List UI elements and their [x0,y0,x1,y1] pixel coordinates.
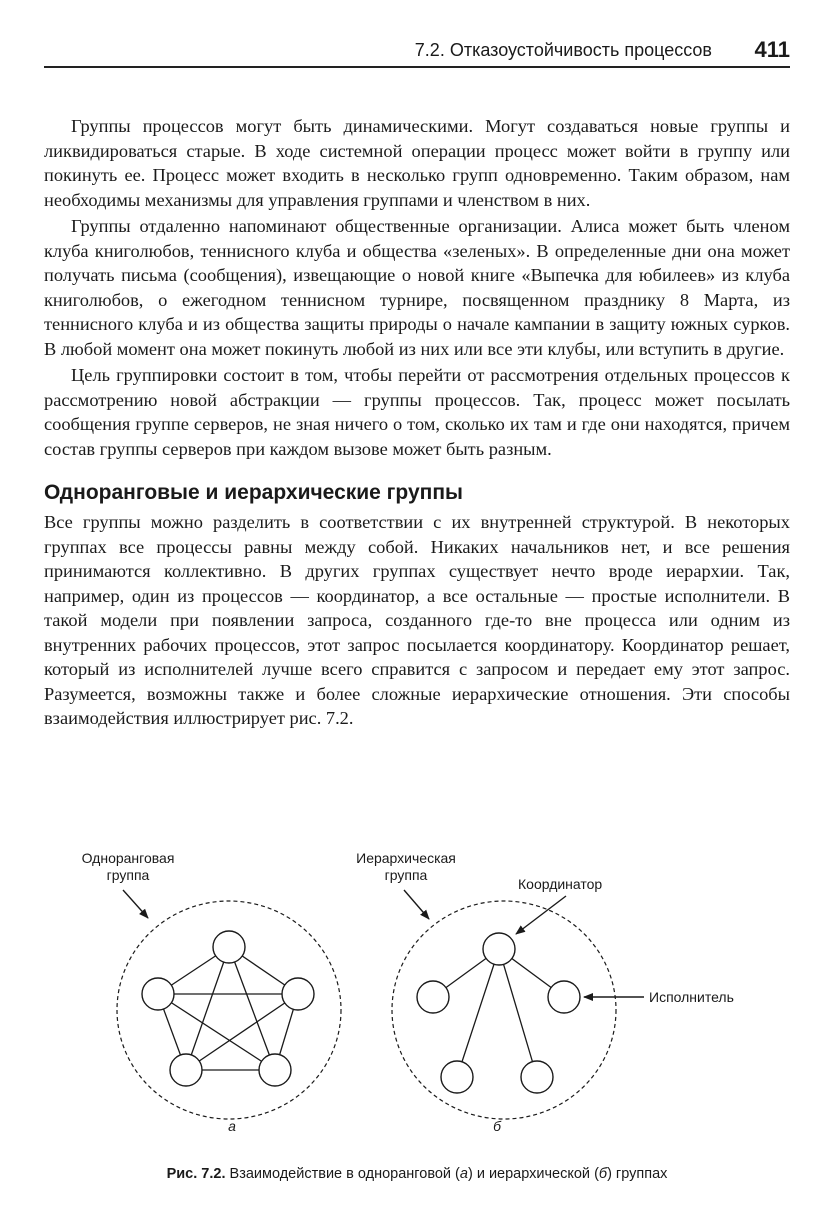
peer-process-node [282,978,314,1010]
caption-text-part2: ) и иерархической ( [467,1166,599,1182]
worker-node [548,981,580,1013]
subfigure-label-b: б [493,1118,501,1134]
peer-process-node [142,978,174,1010]
paragraph-1: Группы процессов могут быть динамическими. Могут создаваться новые группы и ликвидироваться старые. В ходе системной операции процесс может войти в группу или покинуть ее. Процесс может входить в несколько групп одновременно. Таким образом, нам необходимы механизмы для управления группами и членством в них. [44,116,790,210]
figure-caption [44,1166,790,1182]
caption-number: Рис. 7.2. [166,1166,226,1182]
peer-links [158,947,298,1070]
peer-process-node [170,1054,202,1086]
paragraph-2: Группы отдаленно напоминают общественные организации. Алиса может быть членом клуба книголюбов, теннисного клуба и общества «зеленых». В определенные дни она может получать письма (сообщения), извещающие о новой книге «Выпечка для юбилеев» из клуба книголюбов, о ежегодном теннисном турнире, посвященном празднику 8 Марта, из теннисного клуба и из общества защиты природы о начале кампании в защиту южных сурков. В любой момент она может покинуть любой из них или все эти клубы, или вступить в другие. [44,216,790,359]
caption-text-part1: Взаимодействие в одноранговой ( [225,1166,460,1182]
group-diagram [44,846,790,1146]
subfigure-label-a: а [228,1118,236,1134]
coordinator-node [483,933,515,965]
peer-group-pointer-arrow [123,890,148,918]
worker-node [521,1061,553,1093]
peer-group-label-line2: группа [106,867,150,883]
hierarchical-group-label-line2: группа [384,867,428,883]
section-heading: Одноранговые и иерархические группы [44,481,463,504]
hierarchical-group-pointer-arrow [404,890,429,919]
coordinator-label: Координатор [518,876,603,892]
hierarchical-group-diagram [356,850,734,1134]
page-number: 411 [754,37,790,62]
figure-7-2 [44,846,790,1146]
worker-node [441,1061,473,1093]
hierarchy-links [433,949,564,1077]
peer-process-node [213,931,245,963]
worker-node [417,981,449,1013]
page-header [44,36,790,68]
section-paragraph: Все группы можно разделить в соответствии с их внутренней структурой. В некоторых группах все процессы равны между собой. Никаких начальников нет, и все решения принимаются коллективно. В других группах существует нечто вроде иерархии. Так, например, один из процессов — координатор, а все остальные — простые исполнители. В такой модели при появлении запроса, созданного где-то вне процесса или одним из внутренних рабочих процессов, этот запрос посылается координатору. Координатор решает, который из исполнителей лучше всего справится с запросом и передает ему этот запрос. Разумеется, возможны также и более сложные иерархические отношения. Эти способы взаимодействия иллюстрирует рис. 7.2. [44,512,790,728]
running-title: 7.2. Отказоустойчивость процессов [414,40,712,60]
peer-group-label-line1: Одноранговая [81,850,175,866]
caption-b: б [598,1166,608,1182]
caption-text-part3: ) группах [607,1166,668,1182]
paragraph-3: Цель группировки состоит в том, чтобы перейти от рассмотрения отдельных процессов к рассмотрению новой абстракции — группы процессов. Так, процесс может посылать сообщения группе серверов, не зная ничего о том, сколько их там и где они находятся, причем состав группы серверов при каждом вызове может быть разным. [44,365,790,459]
hierarchical-group-label-line1: Иерархическая [356,850,456,866]
peer-group-diagram [82,850,341,1134]
peer-process-node [259,1054,291,1086]
caption-a: а [459,1166,468,1182]
main-text [44,114,790,731]
worker-label: Исполнитель [649,989,734,1005]
